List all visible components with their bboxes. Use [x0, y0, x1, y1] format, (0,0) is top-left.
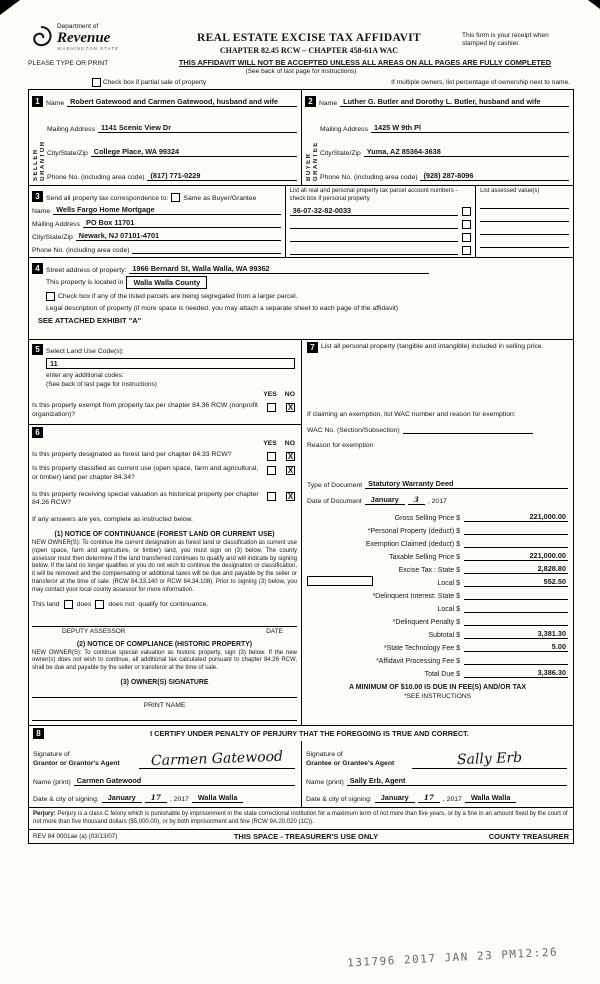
personal-property-deduct-value[interactable]: [464, 526, 568, 535]
designation-section: [29, 425, 301, 725]
grantee-signature-handwriting: Sally Erb: [456, 749, 523, 769]
date-of-document-label: Date of Document: [307, 498, 362, 505]
exempt-no-checkbox[interactable]: X: [287, 403, 294, 413]
logo-name-text: Revenue: [57, 29, 111, 46]
exemption-reason-label: Reason for exemption: [307, 442, 374, 449]
owners-signature-title: (3) OWNER(S) SIGNATURE: [120, 678, 209, 686]
grantee-signature-of-label: Signature of: [306, 751, 343, 759]
personal-property-blank-area[interactable]: [307, 353, 568, 411]
see-back-note: (See back of last page for instructions): [245, 68, 357, 75]
legal-description-label: Legal description of property (if more space is needed, you may attach a separate sheet to each page of the affidavit): [46, 305, 399, 312]
sec5-no-header: NO: [284, 391, 295, 399]
affidavit-processing-fee-value[interactable]: [464, 656, 568, 665]
segregated-checkbox[interactable]: [46, 292, 55, 301]
located-in-label: This property is located in: [46, 278, 124, 286]
if-yes-note: If any answers are yes, complete as instructed below.: [32, 516, 193, 524]
dor-swirl-icon: [28, 25, 54, 51]
partial-sale-label: Check box if partial sale of property: [102, 79, 207, 86]
special-valuation-question: Is this property receiving special valuation as historical property per chapter 84.26 RCW?: [32, 490, 259, 507]
seller-vertical-text: SELLER: [33, 148, 39, 181]
assessed-value-1[interactable]: [480, 196, 569, 209]
grantor-agent-label: Grantor or Grantor's Agent: [33, 760, 120, 768]
grantee-signature-field[interactable]: [412, 750, 567, 769]
parcel-1-personal-checkbox[interactable]: [462, 207, 471, 216]
grantor-sign-year: , 2017: [169, 795, 189, 803]
print-name-line[interactable]: [32, 709, 297, 721]
corr-csz-label: City/State/Zip: [32, 234, 73, 241]
subtotal-value[interactable]: 3,381.30: [464, 629, 568, 639]
corr-name-value[interactable]: Wells Fargo Home Mortgage: [53, 205, 281, 215]
qualify-post-text: qualify for continuance.: [138, 600, 209, 608]
land-use-code-input[interactable]: 11: [46, 358, 295, 369]
exemption-claim-label: If claiming an exemption, list WAC number and reason for exemption:: [307, 411, 516, 418]
current-use-question: Is this property classified as current use (open space, farm and agricultural, or timber) land per chapter 84.34?: [32, 464, 259, 481]
type-of-document-label: Type of Document: [307, 482, 363, 489]
corr-phone-value[interactable]: [132, 245, 280, 254]
certify-statement: I CERTIFY UNDER PENALTY OF PERJURY THAT THE FOREGOING IS TRUE AND CORRECT.: [150, 728, 469, 738]
grantor-signature-of-label: Signature of: [33, 751, 70, 759]
notice-compliance-body: NEW OWNER(S): To continue special valuation as historic property, sign (3) below. If the new owner(s) does not wish to continue, all additional tax calculated pursuant to chapter 84.26 RCW, shall be due and payable by the seller or transferor at the time of sale.: [32, 649, 297, 672]
gross-selling-price-label: Gross Selling Price $: [394, 515, 460, 522]
partial-sale-checkbox[interactable]: [92, 78, 101, 87]
logo-sub-text: WASHINGTON STATE: [57, 45, 119, 51]
document-date-year: , 2017: [427, 498, 447, 505]
cashier-date-stamp: 131796 2017 JAN 23 PM12:26: [346, 945, 559, 970]
section-3-number: 3: [32, 191, 43, 202]
grantor-name-print-label: Name (print): [33, 778, 71, 786]
seller-csz-label: City/State/Zip: [47, 150, 88, 157]
form-body: [28, 89, 574, 844]
scan-artifact-top-left: [0, 0, 20, 15]
certification-section: [29, 725, 573, 807]
local-code-box[interactable]: [307, 576, 373, 586]
send-correspondence-label: Send all property tax correspondence to:: [46, 195, 169, 202]
print-name-label: PRINT NAME: [143, 701, 186, 709]
scan-artifact-top-right: [588, 0, 600, 9]
does-not-label: does not: [108, 600, 135, 608]
deputy-date-label: DATE: [266, 627, 283, 635]
qualify-pre-text: This land: [32, 600, 60, 608]
buyer-csz-label: City/State/Zip: [320, 150, 361, 157]
grantee-name-print-label: Name (print): [306, 778, 344, 786]
grantor-signature-block: [29, 741, 301, 807]
same-as-buyer-label: Same as Buyer/Grantee: [183, 195, 257, 202]
street-address-label: Street address of property:: [46, 267, 127, 274]
delinquent-interest-state-label: *Delinquent Interest: State $: [372, 593, 460, 600]
form-chapter: CHAPTER 82.45 RCW – CHAPTER 458-61A WAC: [219, 46, 399, 55]
perjury-lead: Perjury:: [33, 810, 56, 817]
personal-property-deduct-label: *Personal Property (deduct) $: [367, 528, 460, 535]
document-date-month[interactable]: January: [365, 495, 405, 505]
same-as-buyer-checkbox[interactable]: [171, 193, 180, 202]
forest-land-question: Is this property designated as forest land per chapter 84.33 RCW?: [32, 450, 232, 458]
seller-address-value[interactable]: 1141 Scenic View Dr: [98, 123, 297, 133]
excise-tax-state-value[interactable]: 2,828.80: [464, 564, 568, 574]
delinquent-interest-local-label: Local $: [437, 606, 460, 613]
grantee-agent-label: Grantee or Grantee's Agent: [306, 760, 395, 768]
total-due-value[interactable]: 3,386.30: [464, 668, 568, 678]
affidavit-processing-fee-label: *Affidavit Processing Fee $: [376, 658, 460, 665]
notice-continuance-title: (1) NOTICE OF CONTINUANCE (FOREST LAND OR CURRENT USE): [54, 530, 275, 538]
notice-continuance-body: NEW OWNER(S): To continue the current designation as forest land or classification as current use (open space, farm and agriculture, or timber) land, you must sign on (3) below. The county assessor must then determine if the land transferred continues to qualify and will indicate by signing below. If the land no longer qualifies or you do not wish to continue the designation or classification, it will be removed and the compensating or additional taxes will be due and payable by the seller or transferor at the time of sale. (RCW 84.33.140 or RCW 84.34.108). Prior to signing (3) below, you may contact your local county assessor for more information.: [32, 539, 297, 593]
state-technology-fee-value[interactable]: 5.00: [464, 642, 568, 652]
form-title: REAL ESTATE EXCISE TAX AFFIDAVIT: [197, 32, 421, 44]
wac-number-label: WAC No. (Section/Subsection): [307, 427, 400, 434]
grantor-date-city-label: Date & city of signing:: [33, 795, 99, 803]
current-no-checkbox[interactable]: X: [287, 465, 294, 475]
exempt-yes-checkbox[interactable]: [267, 403, 276, 412]
parcel-4-value[interactable]: [290, 246, 458, 255]
seller-phone-label: Phone No. (including area code): [47, 174, 145, 181]
buyer-section: [301, 90, 573, 185]
property-location-section: [29, 257, 573, 339]
section-7-number: 7: [307, 342, 318, 353]
grantor-signature-field[interactable]: [139, 750, 295, 769]
forest-no-checkbox[interactable]: X: [287, 451, 294, 461]
deputy-assessor-label: DEPUTY ASSESSOR: [62, 627, 126, 635]
assessed-value-3[interactable]: [480, 222, 569, 235]
special-yes-checkbox[interactable]: [267, 492, 276, 501]
grantor-sign-month[interactable]: January: [102, 793, 142, 803]
grantee-sign-city[interactable]: Walla Walla: [465, 793, 517, 803]
corr-csz-value[interactable]: Newark, NJ 07101-4701: [76, 231, 281, 241]
assessed-value-4[interactable]: [480, 235, 569, 248]
buyer-csz-value[interactable]: Yuma, AZ 85364-3638: [364, 147, 569, 157]
state-technology-fee-label: *State Technology Fee $: [383, 645, 460, 652]
does-not-checkbox[interactable]: [95, 600, 104, 609]
sec6-no-header: NO: [284, 439, 295, 447]
forest-yes-checkbox[interactable]: [267, 452, 276, 461]
excise-tax-local-value[interactable]: 552.50: [464, 577, 568, 587]
corr-address-label: Mailing Address: [32, 221, 80, 228]
warning-line: THIS AFFIDAVIT WILL NOT BE ACCEPTED UNLESS ALL AREAS ON ALL PAGES ARE FULLY COMPLETED: [178, 58, 552, 67]
county-treasurer-label: COUNTY TREASURER: [488, 832, 569, 842]
parcel-2-value[interactable]: [290, 220, 458, 229]
grantee-sign-year: , 2017: [442, 795, 462, 803]
personal-property-label: List all personal property (tangible and intangible) included in selling price.: [321, 343, 544, 350]
total-due-label: Total Due $: [424, 671, 460, 678]
buyer-address-value[interactable]: 1425 W 9th Pl: [371, 123, 569, 133]
grantee-signature-block: [301, 741, 573, 807]
does-checkbox[interactable]: [64, 600, 73, 609]
parcel-3-value[interactable]: [290, 233, 458, 242]
additional-codes-label: enter any additional codes:: [46, 372, 124, 379]
section-6-number: 6: [32, 427, 43, 438]
grantor-vertical-text: GRANTOR: [40, 140, 46, 181]
please-type-label: PLEASE TYPE OR PRINT: [28, 60, 109, 67]
treasurer-space-label: THIS SPACE - TREASURER'S USE ONLY: [233, 832, 379, 842]
minimum-fee-note: A MINIMUM OF $10.00 IS DUE IN FEE(S) AND/OR TAX: [348, 684, 527, 691]
section-5-number: 5: [32, 344, 43, 355]
section-4-number: 4: [32, 263, 43, 274]
multiple-owners-note: If multiple owners, list percentage of ownership next to name.: [391, 79, 570, 86]
subtotal-label: Subtotal $: [428, 632, 460, 639]
tax-correspondence-section: [29, 185, 573, 257]
parcel-numbers-header: List all real and personal property tax parcel account numbers - check box if personal property: [289, 188, 458, 202]
corr-name-label: Name: [32, 208, 51, 215]
parcel-2-personal-checkbox[interactable]: [462, 220, 471, 229]
excise-tax-state-label: Excise Tax : State $: [398, 567, 460, 574]
buyer-name-label: Name: [319, 100, 338, 107]
grantor-sign-day-handwritten[interactable]: 17: [145, 794, 167, 803]
grantee-sign-day-handwritten[interactable]: 17: [418, 794, 440, 803]
grantor-sign-city[interactable]: Walla Walla: [192, 793, 244, 803]
exemption-claimed-value[interactable]: [464, 539, 568, 548]
delinquent-interest-state-value[interactable]: [464, 591, 568, 600]
see-back-codes-note: (See back of last page for instructions): [46, 381, 157, 389]
grantee-date-city-label: Date & city of signing:: [306, 795, 372, 803]
deputy-assessor-signature-line[interactable]: [32, 615, 297, 627]
dor-logo: [28, 24, 156, 51]
seller-side-label: [32, 109, 47, 181]
buyer-vertical-text: BUYER: [306, 152, 312, 181]
current-yes-checkbox[interactable]: [267, 466, 276, 475]
section-1-number: 1: [32, 96, 43, 107]
notice-compliance-title: (2) NOTICE OF COMPLIANCE (HISTORIC PROPERTY): [76, 640, 253, 648]
street-address-value[interactable]: 1966 Bernard St, Walla Walla, WA 99362: [129, 264, 429, 274]
grantor-name-print-value[interactable]: Carmen Gatewood: [74, 776, 295, 786]
form-header: [28, 24, 574, 55]
parcel-3-personal-checkbox[interactable]: [462, 233, 471, 242]
taxable-selling-price-value[interactable]: 221,000.00: [464, 551, 568, 561]
type-of-document-value[interactable]: Statutory Warranty Deed: [365, 479, 568, 489]
wac-number-value[interactable]: [403, 425, 533, 434]
section-2-number: 2: [305, 96, 316, 107]
receipt-note: This form is your receipt when stamped by cashier.: [462, 32, 549, 48]
delinquent-interest-local-value[interactable]: [464, 604, 568, 613]
excise-tax-local-label: Local $: [437, 580, 460, 587]
exempt-question: Is this property exempt from property tax per chapter 84.36 RCW (nonprofit organization)?: [32, 402, 258, 419]
corr-address-value[interactable]: PO Box 11701: [83, 218, 281, 228]
buyer-phone-label: Phone No. (including area code): [320, 174, 418, 181]
perjury-notice: [29, 807, 573, 829]
assessed-value-2[interactable]: [480, 209, 569, 222]
land-use-label: Select Land Use Code(s):: [46, 348, 124, 355]
buyer-side-label: [305, 109, 320, 181]
seller-phone-value[interactable]: (817) 771-0229: [147, 171, 297, 181]
sec6-yes-header: YES: [263, 439, 277, 447]
legal-description-value[interactable]: SEE ATTACHED EXHIBIT "A": [38, 316, 142, 325]
seller-section: [29, 90, 301, 185]
buyer-name-value[interactable]: Luther G. Butler and Dorothy L. Butler, husband and wife: [340, 97, 569, 107]
section-8-number: 8: [33, 728, 44, 739]
special-no-checkbox[interactable]: X: [287, 491, 294, 501]
land-use-section: [29, 340, 301, 425]
delinquent-penalty-label: *Delinquent Penalty $: [392, 619, 460, 626]
seller-address-label: Mailing Address: [47, 126, 95, 133]
footer-row: [29, 829, 573, 843]
grantee-sign-month[interactable]: January: [375, 793, 415, 803]
segregated-label: Check box if any of the listed parcels are being segregated from a larger parcel.: [58, 293, 298, 300]
corr-phone-label: Phone No. (including area code): [32, 247, 130, 254]
logo-dept-text: Department of: [57, 23, 99, 30]
sec5-yes-header: YES: [263, 391, 277, 399]
assessed-values-header: List assessed value(s): [480, 188, 540, 194]
see-instructions-note: *SEE INSTRUCTIONS: [403, 693, 472, 700]
taxable-selling-price-label: Taxable Selling Price $: [389, 554, 460, 561]
grantee-name-print-value[interactable]: Sally Erb, Agent: [347, 776, 567, 786]
grantor-signature-handwriting: Carmen Gatewood: [150, 748, 284, 770]
exemption-claimed-label: Exemption Claimed (deduct) $: [365, 541, 460, 548]
perjury-body: Perjury is a class C felony which is punishable by imprisonment in the state correctional institution for a maximum term of not more than five years, or by a fine in an amount fixed by the court of not more than five thousand dollars ($5,000.00), or by both imprisonment and fine (RCW 9A.20.020 (1C)).: [33, 810, 568, 826]
selling-price-section: [301, 340, 573, 725]
delinquent-penalty-value[interactable]: [464, 617, 568, 626]
seller-name-label: Name: [46, 100, 65, 107]
form-revision-code: REV 84 0001ae (a) (03/13/07): [33, 833, 118, 841]
parcel-4-personal-checkbox[interactable]: [462, 246, 471, 255]
document-date-day-handwritten[interactable]: 3: [408, 496, 425, 505]
exemption-reason-blank[interactable]: [307, 449, 568, 475]
gross-selling-price-value[interactable]: 221,000.00: [464, 512, 568, 522]
owners-signature-line[interactable]: [32, 686, 297, 698]
buyer-phone-value[interactable]: (928) 287-8096: [420, 171, 569, 181]
buyer-address-label: Mailing Address: [320, 126, 368, 133]
seller-csz-value[interactable]: College Place, WA 99324: [91, 147, 297, 157]
grantee-vertical-text: GRANTEE: [313, 141, 319, 181]
seller-name-value[interactable]: Robert Gatewood and Carmen Gatewood, husband and wife: [67, 97, 297, 107]
does-label: does: [76, 600, 92, 608]
parcel-number-value[interactable]: 36-07-32-82-0033: [290, 206, 458, 216]
county-value[interactable]: Walla Walla County: [126, 276, 207, 289]
